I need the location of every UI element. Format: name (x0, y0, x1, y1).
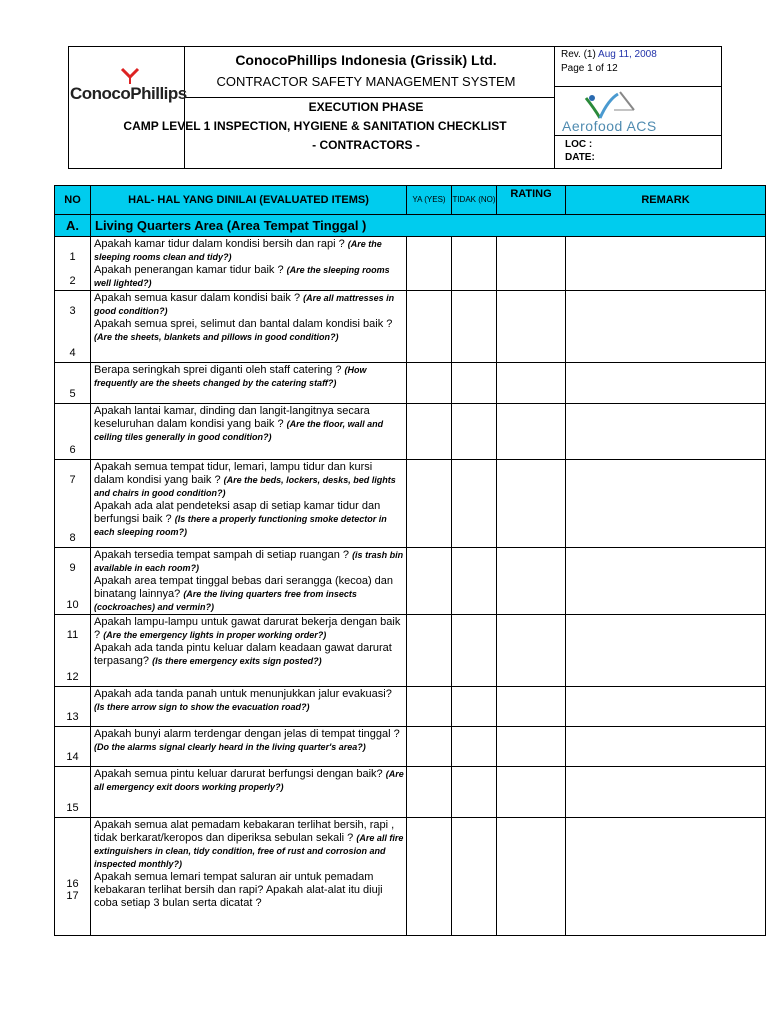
question-id-text: Apakah semua alat pemadam kebakaran terlihat bersih, rapi , tidak berkarat/keropos dan diperiksa sebulan sekali ? (94, 819, 395, 844)
tidak-checkbox-cell[interactable] (452, 727, 497, 767)
rating-cell[interactable] (497, 548, 566, 615)
table-row (55, 767, 766, 818)
question (94, 616, 404, 642)
rating-cell[interactable] (497, 404, 566, 460)
question (94, 728, 404, 754)
question (94, 688, 404, 714)
evaluated-item (91, 818, 407, 936)
remark-cell[interactable] (566, 548, 766, 615)
row-number: 13 (66, 711, 79, 723)
page-number: Page 1 of 12 (561, 63, 618, 74)
revision-date: Aug 11, 2008 (598, 49, 657, 60)
remark-cell[interactable] (566, 818, 766, 936)
row-number: 14 (66, 751, 79, 763)
header-divider (554, 47, 555, 168)
row-number-cell (55, 767, 91, 818)
evaluated-item (91, 237, 407, 291)
section-title: Living Quarters Area (Area Tempat Tinggal ) (91, 215, 766, 237)
question (94, 405, 404, 444)
row-number-cell (55, 363, 91, 404)
question-id-text: Berapa seringkah sprei diganti oleh staff catering ? (94, 364, 342, 376)
evaluated-item (91, 404, 407, 460)
row-number: 3 (69, 305, 76, 317)
row-number-cell (55, 818, 91, 936)
row-number: 16 (66, 878, 79, 890)
question-en-text: (Do the alarms signal clearly heard in the living quarter's area?) (94, 742, 366, 752)
row-number: 12 (66, 671, 79, 683)
row-number-cell (55, 404, 91, 460)
remark-cell[interactable] (566, 404, 766, 460)
question-id-text: Apakah area tempat tinggal bebas dari serangga (kecoa) dan binatang lainnya? (94, 575, 394, 600)
remark-cell[interactable] (566, 687, 766, 727)
row-number-cell (55, 291, 91, 363)
row-number-cell (55, 237, 91, 291)
remark-cell[interactable] (566, 237, 766, 291)
rating-cell[interactable] (497, 727, 566, 767)
table-header-row (55, 186, 766, 215)
row-number: 4 (69, 347, 76, 359)
table-row (55, 237, 766, 291)
row-number: 7 (69, 474, 76, 486)
row-number-cell (55, 727, 91, 767)
question-en-text: (is trash bin available in each room?) (94, 550, 404, 573)
checklist-title: CAMP LEVEL 1 INSPECTION, HYGIENE & SANITATION CHECKLIST (123, 119, 507, 133)
question-id-text: Apakah ada alat pendeteksi asap di setiap kamar tidur dan berfungsi baik ? (94, 500, 381, 525)
question (94, 364, 404, 390)
table-row (55, 460, 766, 548)
row-number: 17 (66, 890, 79, 902)
question-id-text: Apakah kamar tidur dalam kondisi bersih dan rapi ? (94, 238, 345, 250)
remark-cell[interactable] (566, 291, 766, 363)
checklist-table (54, 185, 765, 936)
question-id-text: Apakah semua kasur dalam kondisi baik ? (94, 292, 301, 304)
table-row (55, 615, 766, 687)
question-en-text: (Is there arrow sign to show the evacuation road?) (94, 702, 310, 712)
question-en-text: (Are all mattresses in good condition?) (94, 293, 395, 316)
ya-checkbox-cell[interactable] (407, 615, 452, 687)
date-field: DATE: (565, 152, 595, 163)
table-row (55, 363, 766, 404)
table-row (55, 687, 766, 727)
question-id-text: Apakah penerangan kamar tidur baik ? (94, 264, 284, 276)
question-id-text: Apakah tersedia tempat sampah di setiap ruangan ? (94, 549, 349, 561)
question-id-text: Apakah ada tanda pintu keluar dalam keadaan gawat darurat terpasang? (94, 642, 392, 667)
evaluated-item (91, 687, 407, 727)
company-name: ConocoPhillips Indonesia (Grissik) Ltd. (235, 52, 497, 68)
tidak-checkbox-cell[interactable] (452, 615, 497, 687)
row-number: 10 (66, 599, 79, 611)
question-id-text: Apakah bunyi alarm terdengar dengan jelas di tempat tinggal ? (94, 728, 400, 740)
system-title: CONTRACTOR SAFETY MANAGEMENT SYSTEM (216, 74, 516, 89)
row-number: 1 (69, 251, 76, 263)
question-id-text: Apakah semua tempat tidur, lemari, lampu tidur dan kursi dalam kondisi yang baik ? (94, 461, 373, 486)
question-en-text: (Are the living quarters free from insects (cockroaches) and vermin?) (94, 589, 357, 612)
rating-cell[interactable] (497, 615, 566, 687)
question (94, 575, 404, 614)
question-en-text: (How frequently are the sheets changed by the catering staff?) (94, 365, 367, 388)
question (94, 642, 404, 668)
remark-cell[interactable] (566, 363, 766, 404)
table-row (55, 818, 766, 936)
remark-cell[interactable] (566, 727, 766, 767)
ya-checkbox-cell[interactable] (407, 237, 452, 291)
evaluated-item (91, 615, 407, 687)
rating-cell[interactable] (497, 818, 566, 936)
question (94, 318, 404, 344)
tidak-checkbox-cell[interactable] (452, 237, 497, 291)
row-number-cell (55, 460, 91, 548)
row-number: 15 (66, 802, 79, 814)
col-header-tidak: TIDAK (NO) (452, 186, 497, 215)
question-en-text: (Are the sheets, blankets and pillows in good condition?) (94, 332, 339, 342)
remark-cell[interactable] (566, 767, 766, 818)
ya-checkbox-cell[interactable] (407, 460, 452, 548)
conocophillips-logo-icon (120, 67, 140, 85)
row-number: 6 (69, 444, 76, 456)
section-code: A. (55, 215, 91, 237)
question-en-text: (Is there emergency exits sign posted?) (152, 656, 322, 666)
tidak-checkbox-cell[interactable] (452, 767, 497, 818)
question (94, 264, 404, 290)
question (94, 461, 404, 500)
revision-label: Rev. (1) (561, 49, 599, 60)
question (94, 768, 404, 794)
ya-checkbox-cell[interactable] (407, 404, 452, 460)
rating-cell[interactable] (497, 291, 566, 363)
table-row (55, 404, 766, 460)
row-number: 2 (69, 275, 76, 287)
company-logo: ConocoPhillips (70, 84, 187, 103)
tidak-checkbox-cell[interactable] (452, 687, 497, 727)
ya-checkbox-cell[interactable] (407, 727, 452, 767)
header-divider (184, 97, 554, 98)
contractors-title: - CONTRACTORS - (312, 138, 420, 152)
question (94, 500, 404, 539)
col-header-no: NO (55, 186, 91, 215)
question (94, 292, 404, 318)
evaluated-item (91, 363, 407, 404)
question-id-text: Apakah semua pintu keluar darurat berfungsi dengan baik? (94, 768, 383, 780)
ya-checkbox-cell[interactable] (407, 687, 452, 727)
loc-field: LOC : (565, 139, 593, 150)
question-en-text: (Are the emergency lights in proper working order?) (103, 630, 327, 640)
question-en-text: (Are the floor, wall and ceiling tiles generally in good condition?) (94, 419, 384, 442)
header-divider (554, 86, 721, 87)
ya-checkbox-cell[interactable] (407, 548, 452, 615)
tidak-checkbox-cell[interactable] (452, 818, 497, 936)
evaluated-item (91, 460, 407, 548)
row-number-cell (55, 687, 91, 727)
row-number: 9 (69, 562, 76, 574)
ya-checkbox-cell[interactable] (407, 363, 452, 404)
question (94, 238, 404, 264)
tidak-checkbox-cell[interactable] (452, 291, 497, 363)
question (94, 819, 404, 871)
question-id-text: Apakah semua sprei, selimut dan bantal dalam kondisi baik ? (94, 318, 393, 330)
question-en-text: (Are the beds, lockers, desks, bed lights and chairs in good condition?) (94, 475, 396, 498)
row-number-cell (55, 615, 91, 687)
question-en-text: (Are the sleeping rooms clean and tidy?) (94, 239, 382, 262)
remark-cell[interactable] (566, 460, 766, 548)
header-divider (184, 47, 185, 168)
ya-checkbox-cell[interactable] (407, 767, 452, 818)
tidak-checkbox-cell[interactable] (452, 460, 497, 548)
remark-cell[interactable] (566, 615, 766, 687)
ya-checkbox-cell[interactable] (407, 818, 452, 936)
phase-title: EXECUTION PHASE (308, 100, 424, 114)
rating-cell[interactable] (497, 460, 566, 548)
question-en-text: (Is there a properly functioning smoke detector in each sleeping room?) (94, 514, 387, 537)
revision-info (561, 49, 657, 60)
question-id-text: Apakah ada tanda panah untuk menunjukkan jalur evakuasi? (94, 688, 392, 700)
col-header-remark: REMARK (566, 186, 766, 215)
question-id-text: Apakah lantai kamar, dinding dan langit-langitnya secara keseluruhan dalam kondisi yang baik ? (94, 405, 370, 430)
row-number-cell (55, 548, 91, 615)
table-row (55, 727, 766, 767)
ya-checkbox-cell[interactable] (407, 291, 452, 363)
evaluated-item (91, 767, 407, 818)
rating-cell[interactable] (497, 687, 566, 727)
question-en-text: (Are all emergency exit doors working properly?) (94, 769, 404, 792)
tidak-checkbox-cell[interactable] (452, 548, 497, 615)
evaluated-item (91, 727, 407, 767)
evaluated-item (91, 291, 407, 363)
question-en-text: (Are the sleeping rooms well lighted?) (94, 265, 390, 288)
table-row (55, 291, 766, 363)
col-header-ya: YA (YES) (407, 186, 452, 215)
rating-cell[interactable] (497, 363, 566, 404)
tidak-checkbox-cell[interactable] (452, 404, 497, 460)
question (94, 549, 404, 575)
col-header-item: HAL- HAL YANG DINILAI (EVALUATED ITEMS) (91, 186, 407, 215)
question-id-text: Apakah semua lemari tempat saluran air untuk pemadam kebakaran terlihat bersih dan rapi? Apakah alat-alat itu diuji coba setiap 3 bulan serta dicatat ? (94, 871, 383, 909)
col-header-rating: RATING (497, 186, 566, 215)
question-en-text: (Are all fire extinguishers in clean, tidy condition, free of rust and corrosion and inspected monthly?) (94, 833, 404, 869)
section-row (55, 215, 766, 237)
aerofood-logo-text: Aerofood ACS (562, 118, 657, 134)
table-row (55, 548, 766, 615)
question-id-text: Apakah lampu-lampu untuk gawat darurat bekerja dengan baik ? (94, 616, 401, 641)
row-number: 11 (66, 629, 79, 641)
row-number: 5 (69, 388, 76, 400)
tidak-checkbox-cell[interactable] (452, 363, 497, 404)
question (94, 871, 404, 910)
rating-cell[interactable] (497, 237, 566, 291)
rating-cell[interactable] (497, 767, 566, 818)
row-number: 8 (69, 532, 76, 544)
evaluated-item (91, 548, 407, 615)
